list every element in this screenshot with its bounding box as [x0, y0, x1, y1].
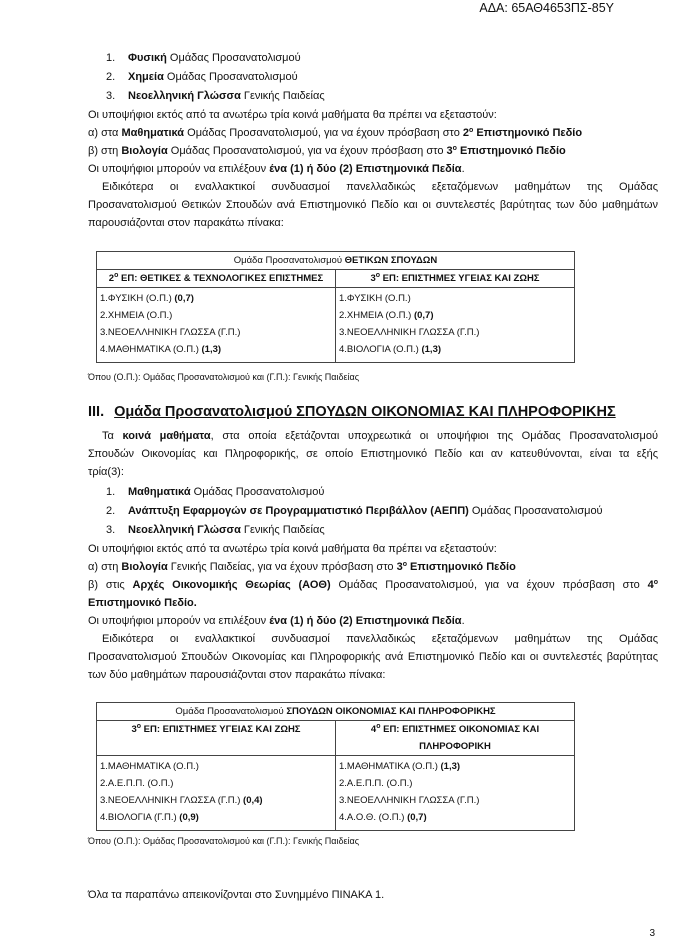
page-number: 3: [649, 928, 655, 939]
subject-group: Γενικής Παιδείας: [240, 524, 325, 536]
subject-group: Ομάδας Προσανατολισμού: [468, 505, 603, 517]
list-number: 3.: [106, 524, 116, 536]
paragraph-line: Προσανατολισμού Σπουδών Οικονομίας και Πληροφορικής ανά Επιστημονικό Πεδίο και οι συντελεστές βαρύτητας: [88, 651, 658, 663]
table-note: Όπου (Ο.Π.): Ομάδας Προσανατολισμού και (Γ.Π.): Γενικής Παιδείας: [88, 836, 360, 846]
list-number: 2.: [106, 505, 116, 517]
paragraph: α) στη Βιολογία Γενικής Παιδείας, για να έχουν πρόσβαση στο $3^o$ Επιστημονικό Πεδίο: [88, 561, 516, 573]
paragraph: β) στη Βιολογία Ομάδας Προσανατολισμού, για να έχουν πρόσβαση στο $3^o$ Επιστημονικό Πεδίο: [88, 145, 566, 157]
subject-row: 1.ΜΑΘΗΜΑΤΙΚΑ (Ο.Π.) (1,3): [339, 761, 461, 772]
table-title: Ομάδα Προσανατολισμού ΘΕΤΙΚΩΝ ΣΠΟΥΔΩΝ: [97, 252, 575, 270]
subject-row: 3.ΝΕΟΕΛΛΗΝΙΚΗ ΓΛΩΣΣΑ (Γ.Π.): [100, 327, 241, 338]
subject-row: 3.ΝΕΟΕΛΛΗΝΙΚΗ ΓΛΩΣΣΑ (Γ.Π.): [339, 327, 480, 338]
paragraph: Οι υποψήφιοι μπορούν να επιλέξουν ένα (1) ή δύο (2) Επιστημονικά Πεδία.: [88, 163, 465, 175]
list-number: 1.: [106, 52, 116, 64]
table-header: $2^o$ ΕΠ: ΘΕΤΙΚΕΣ & ΤΕΧΝΟΛΟΓΙΚΕΣ ΕΠΙΣΤΗΜΕΣ: [97, 270, 336, 288]
paragraph: Οι υποψήφιοι εκτός από τα ανωτέρω τρία κοινά μαθήματα θα πρέπει να εξεταστούν:: [88, 543, 497, 555]
paragraph-line: Σπουδών Οικονομίας και Πληροφορικής, σε οποίο Επιστημονικό Πεδίο και αν κατευθύνονται, είναι τα εξής: [88, 448, 658, 460]
table-header: $3^o$ ΕΠ: ΕΠΙΣΤΗΜΕΣ ΥΓΕΙΑΣ ΚΑΙ ΖΩΗΣ: [97, 721, 336, 756]
table-cell: [97, 756, 336, 831]
list-item: [106, 486, 324, 498]
subject-row: 2.Α.Ε.Π.Π. (Ο.Π.): [100, 778, 174, 789]
list-item: [106, 90, 325, 102]
subject-row: 4.ΜΑΘΗΜΑΤΙΚΑ (Ο.Π.) (1,3): [100, 344, 222, 355]
list-item: [106, 52, 301, 64]
closing-line: Όλα τα παραπάνω απεικονίζονται στο Συνημμένο ΠΙΝΑΚΑ 1.: [88, 889, 385, 901]
subject-row: 4.ΒΙΟΛΟΓΙΑ (Γ.Π.) (0,9): [100, 812, 199, 823]
table-thetikon: [96, 251, 575, 363]
ada-code: ΑΔΑ: 65ΑΘ4653ΠΣ-85Υ: [479, 1, 614, 15]
paragraph-line: παρουσιάζονται στον παρακάτω πίνακα:: [88, 217, 284, 229]
subject-row: 2.Α.Ε.Π.Π. (Ο.Π.): [339, 778, 413, 789]
table-oikonomias: [96, 702, 575, 831]
list-item: [106, 524, 325, 536]
paragraph-line: β) στις Αρχές Οικονομικής Θεωρίας (ΑΟΘ) Ομάδας Προσανατολισμού, για να έχουν πρόσβαση στο $4^o$: [88, 579, 659, 591]
list-number: 2.: [106, 71, 116, 83]
table-cell: [336, 288, 575, 363]
paragraph-line: των δύο μαθημάτων παρουσιάζονται στον παρακάτω πίνακα:: [88, 669, 386, 681]
subject-name: Φυσική: [128, 52, 167, 64]
subject-row: 2.ΧΗΜΕΙΑ (Ο.Π.): [100, 310, 173, 321]
list-number: 1.: [106, 486, 116, 498]
paragraph-line: τρία(3):: [88, 466, 124, 478]
table-title: Ομάδα Προσανατολισμού ΣΠΟΥΔΩΝ ΟΙΚΟΝΟΜΙΑΣ ΚΑΙ ΠΛΗΡΟΦΟΡΙΚΗΣ: [97, 703, 575, 721]
subject-row: 1.ΜΑΘΗΜΑΤΙΚΑ (Ο.Π.): [100, 761, 199, 772]
list-number: 3.: [106, 90, 116, 102]
list-item: [106, 71, 298, 83]
subject-row: 1.ΦΥΣΙΚΗ (Ο.Π.) (0,7): [100, 293, 194, 304]
paragraph-line: Ειδικότερα οι εναλλακτικοί συνδυασμοί πανελλαδικώς εξεταζόμενων μαθημάτων της Ομάδας: [102, 181, 658, 193]
paragraph: Οι υποψήφιοι εκτός από τα ανωτέρω τρία κοινά μαθήματα θα πρέπει να εξεταστούν:: [88, 109, 497, 121]
subject-group: Ομάδας Προσανατολισμού: [163, 71, 298, 83]
subject-row: 1.ΦΥΣΙΚΗ (Ο.Π.): [339, 293, 411, 304]
subject-group: Ομάδας Προσανατολισμού: [166, 52, 301, 64]
subject-name: Νεοελληνική Γλώσσα: [128, 90, 241, 102]
subject-row: 3.ΝΕΟΕΛΛΗΝΙΚΗ ΓΛΩΣΣΑ (Γ.Π.): [339, 795, 480, 806]
subject-row: 4.Α.Ο.Θ. (Ο.Π.) (0,7): [339, 812, 427, 823]
table-header: $4^o$ ΕΠ: ΕΠΙΣΤΗΜΕΣ ΟΙΚΟΝΟΜΙΑΣ ΚΑΙ ΠΛΗΡΟΦΟΡΙΚΗ: [336, 721, 575, 756]
subject-group: Ομάδας Προσανατολισμού: [190, 486, 325, 498]
paragraph: α) στα Μαθηματικά Ομάδας Προσανατολισμού, για να έχουν πρόσβαση στο $2^o$ Επιστημονικό Πεδίο: [88, 127, 583, 139]
subject-row: 3.ΝΕΟΕΛΛΗΝΙΚΗ ΓΛΩΣΣΑ (Γ.Π.) (0,4): [100, 795, 263, 806]
table-cell: [336, 756, 575, 831]
paragraph-line: Προσανατολισμού Θετικών Σπουδών ανά Επιστημονικό Πεδίο και οι συντελεστές βαρύτητας των δύο μαθημάτων: [88, 199, 658, 211]
table-header: $3^o$ ΕΠ: ΕΠΙΣΤΗΜΕΣ ΥΓΕΙΑΣ ΚΑΙ ΖΩΗΣ: [336, 270, 575, 288]
subject-name: Χημεία: [128, 71, 164, 83]
paragraph: Οι υποψήφιοι μπορούν να επιλέξουν ένα (1) ή δύο (2) Επιστημονικά Πεδία.: [88, 615, 465, 627]
paragraph-line: Ειδικότερα οι εναλλακτικοί συνδυασμοί πανελλαδικώς εξεταζόμενων μαθημάτων της Ομάδας: [102, 633, 658, 645]
paragraph-line: Επιστημονικό Πεδίο.: [88, 597, 197, 609]
subject-name: Νεοελληνική Γλώσσα: [128, 524, 241, 536]
subject-name: Ανάπτυξη Εφαρμογών σε Προγραμματιστικό Περιβάλλον (ΑΕΠΠ): [128, 505, 469, 517]
subject-row: 2.ΧΗΜΕΙΑ (Ο.Π.) (0,7): [339, 310, 434, 321]
section-heading: III. Ομάδα Προσανατολισμού ΣΠΟΥΔΩΝ ΟΙΚΟΝΟΜΙΑΣ ΚΑΙ ΠΛΗΡΟΦΟΡΙΚΗΣ: [88, 404, 616, 420]
subject-row: 4.ΒΙΟΛΟΓΙΑ (Ο.Π.) (1,3): [339, 344, 442, 355]
table-cell: [97, 288, 336, 363]
table-note: Όπου (Ο.Π.): Ομάδας Προσανατολισμού και (Γ.Π.): Γενικής Παιδείας: [88, 372, 360, 382]
list-item: [106, 505, 603, 517]
paragraph-line: Τα κοινά μαθήματα, στα οποία εξετάζονται υποχρεωτικά οι υποψήφιοι της Ομάδας Προσανατολισμού: [102, 430, 658, 442]
subject-name: Μαθηματικά: [128, 486, 191, 498]
subject-group: Γενικής Παιδείας: [240, 90, 325, 102]
